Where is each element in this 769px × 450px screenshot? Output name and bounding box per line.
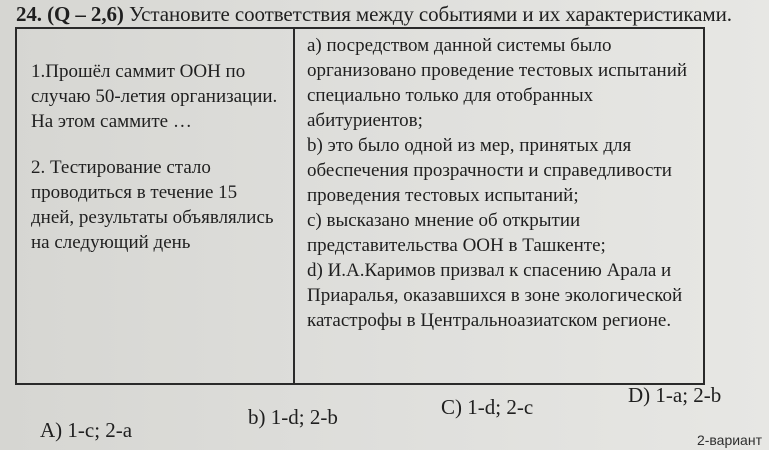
- question-text: Установите соответствия между событиями и их характеристиками.: [128, 2, 732, 26]
- question-code: (Q – 2,6): [47, 2, 124, 26]
- question-number: 24.: [16, 2, 42, 26]
- matching-table: [15, 27, 705, 385]
- answer-option-b[interactable]: b) 1-d; 2-b: [248, 405, 338, 429]
- characteristics-column: [295, 29, 703, 383]
- question-header: [16, 2, 732, 26]
- characteristic-item-c: c) высказано мнение об открытии представительства ООН в Ташкенте;: [307, 210, 606, 256]
- event-item-1: 1.Прошёл саммит ООН по случаю 50-летия организации. На этом саммите …: [31, 61, 278, 132]
- characteristic-item-a: а) посредством данной системы было организовано проведение тестовых испытаний специально только для отобранных абитуриентов;: [307, 35, 688, 131]
- characteristic-item-d: d) И.А.Каримов призвал к спасению Арала и Приаралья, оказавшихся в зоне экологической катастрофы в Центральноазиатском регионе.: [307, 260, 683, 331]
- answer-option-d[interactable]: D) 1-a; 2-b: [628, 383, 722, 407]
- event-item-2: 2. Тестирование стало проводиться в течение 15 дней, результаты объявлялись на следующий день: [31, 157, 274, 253]
- variant-label: 2-вариант: [696, 432, 762, 448]
- answer-option-a[interactable]: A) 1-c; 2-a: [40, 418, 133, 442]
- events-column: [17, 29, 295, 383]
- answer-option-c[interactable]: C) 1-d; 2-c: [441, 395, 534, 419]
- characteristic-item-b: b) это было одной из мер, принятых для обеспечения прозрачности и справедливости проведения тестовых испытаний;: [307, 135, 672, 206]
